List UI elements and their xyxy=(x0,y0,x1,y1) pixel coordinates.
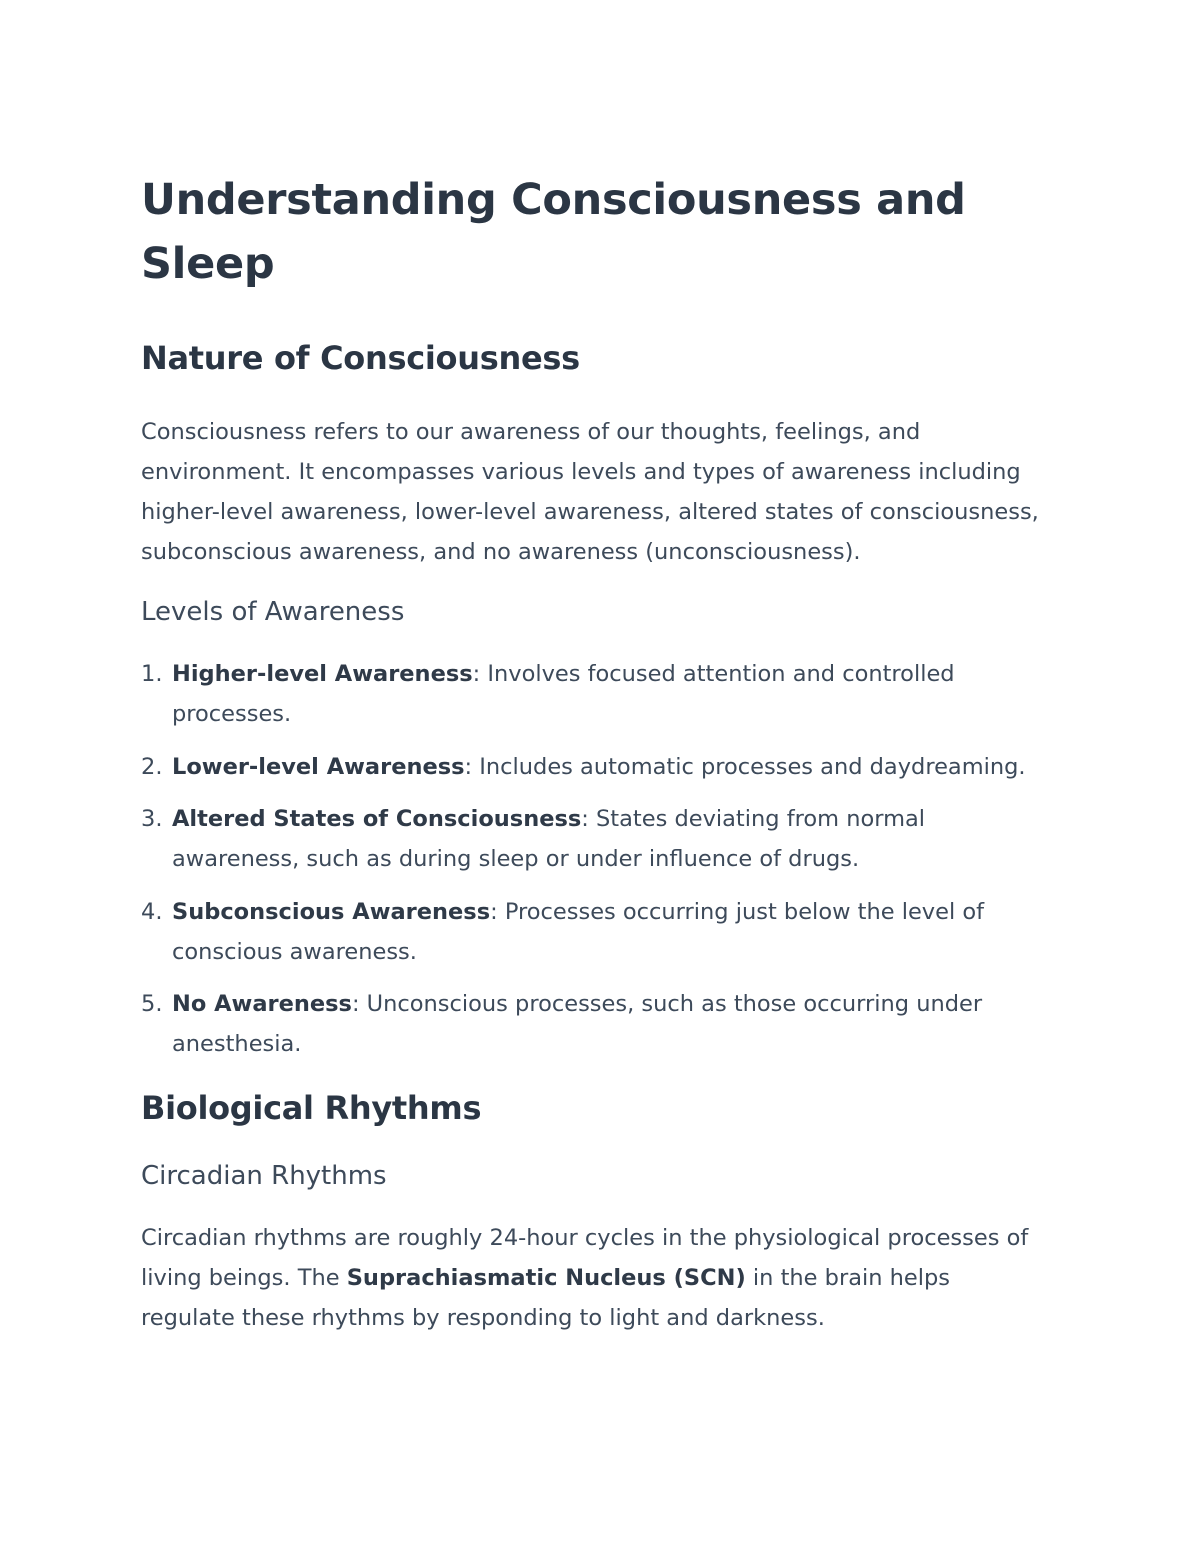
paragraph-circadian xyxy=(141,1218,1050,1338)
list-item-separator: : xyxy=(464,753,473,780)
list-item xyxy=(141,984,1050,1064)
list-item-number: 5. xyxy=(141,991,163,1017)
list-item xyxy=(141,747,1050,787)
list-item-term: Altered States of Consciousness xyxy=(172,806,582,832)
list-item-separator: : xyxy=(351,991,360,1017)
list-item-description: Includes automatic processes and daydreaming. xyxy=(472,753,1026,780)
list-item-separator: : xyxy=(472,661,481,687)
subheading-levels-of-awareness: Levels of Awareness xyxy=(141,597,405,627)
list-item-term: Subconscious Awareness xyxy=(172,898,491,925)
list-item-description: Involves focused attention and controlled processes. xyxy=(172,661,955,727)
list-item-number: 4. xyxy=(141,898,163,925)
list-item-description: Unconscious processes, such as those occurring under anesthesia. xyxy=(172,991,983,1057)
list-item-separator: : xyxy=(490,898,498,925)
list-item-term: No Awareness xyxy=(172,991,352,1017)
subheading-circadian-rhythms: Circadian Rhythms xyxy=(141,1161,387,1191)
list-item-number: 3. xyxy=(141,806,163,832)
paragraph-circadian-term: Suprachiasmatic Nucleus (SCN) xyxy=(346,1265,746,1291)
list-item xyxy=(141,892,1050,972)
list-item-number: 1. xyxy=(141,661,163,687)
section-heading-biological-rhythms: Biological Rhythms xyxy=(141,1089,482,1127)
list-item-term: Higher-level Awareness xyxy=(172,661,473,687)
paragraph-nature: Consciousness refers to our awareness of our thoughts, feelings, and environment. It encompasses various levels and types of awareness including higher-level awareness, lower-level awareness, altered states of consciousness, subconscious awareness, and no awareness (unconsciousness). xyxy=(141,419,1039,565)
list-item-number: 2. xyxy=(141,753,163,780)
paragraph-circadian-text-1: Circadian rhythms are roughly 24-hour cycles in the physiological processes of living beings. The xyxy=(141,1225,1029,1291)
list-item-separator: : xyxy=(581,806,589,832)
list-item xyxy=(141,799,1050,879)
document-title: Understanding Consciousness and Sleep xyxy=(141,175,966,289)
list-item-description: States deviating from normal awareness, such as during sleep or under influence of drugs. xyxy=(172,806,926,872)
list-item-term: Lower-level Awareness xyxy=(172,753,465,780)
levels-list xyxy=(141,654,1050,1064)
paragraph-circadian-text-2: in the brain helps regulate these rhythms by responding to light and darkness. xyxy=(141,1265,951,1331)
list-item xyxy=(141,654,1050,734)
section-heading-nature: Nature of Consciousness xyxy=(141,339,580,377)
list-item-description: Processes occurring just below the level of conscious awareness. xyxy=(172,898,985,965)
